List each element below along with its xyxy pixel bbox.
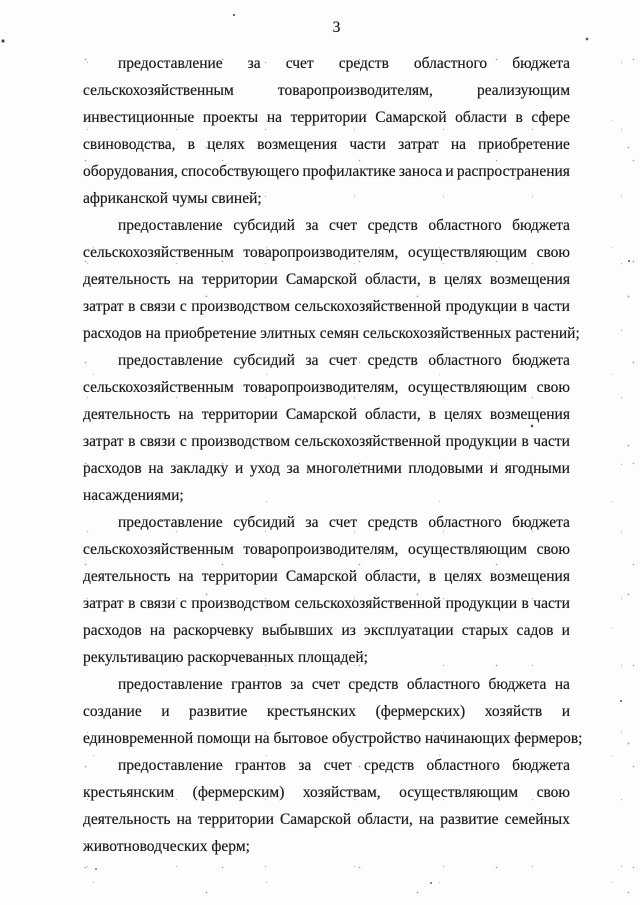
word: связи bbox=[139, 298, 176, 315]
word: связи bbox=[139, 433, 176, 450]
word: целях bbox=[444, 568, 482, 585]
text-line bbox=[83, 374, 570, 401]
paragraph-1 bbox=[83, 50, 570, 212]
word: затрат bbox=[83, 595, 124, 612]
word: плодовыми bbox=[408, 460, 484, 477]
text-line bbox=[83, 347, 570, 374]
word: производством bbox=[191, 298, 291, 315]
word: областного bbox=[413, 55, 488, 72]
word: целях bbox=[444, 271, 482, 288]
text-line bbox=[83, 455, 570, 482]
word: области, bbox=[365, 568, 421, 585]
word: средств bbox=[338, 55, 389, 72]
text-line bbox=[83, 428, 570, 455]
word: на bbox=[418, 811, 435, 828]
word: в bbox=[428, 568, 437, 585]
word: осуществляющим bbox=[399, 784, 519, 801]
word: деятельность bbox=[83, 406, 171, 423]
word: многолетними bbox=[306, 460, 402, 477]
text-line: единовременной помощи на бытовое обустройство начинающих фермеров; bbox=[83, 730, 583, 747]
text-line: животноводческих ферм; bbox=[83, 838, 250, 855]
word: крестьянских bbox=[266, 703, 357, 720]
word: в bbox=[521, 433, 529, 450]
word: средств bbox=[367, 352, 418, 369]
paragraph-3 bbox=[83, 347, 570, 509]
word: производством bbox=[191, 433, 291, 450]
word: Самарской bbox=[285, 568, 358, 585]
word: в bbox=[515, 109, 523, 126]
word: на bbox=[554, 676, 570, 693]
word: свою bbox=[536, 244, 570, 261]
word: территории bbox=[201, 271, 278, 288]
word: на bbox=[178, 568, 194, 585]
word: за bbox=[305, 352, 319, 369]
word: и bbox=[489, 460, 499, 477]
word: бюджета bbox=[512, 55, 570, 72]
text-line: африканской чумы свиней; bbox=[83, 190, 262, 207]
word: средств bbox=[367, 217, 418, 234]
word: сельскохозяйственной bbox=[294, 595, 442, 612]
word: области bbox=[455, 109, 507, 126]
word: возмещения bbox=[257, 136, 338, 153]
word: территории bbox=[290, 109, 367, 126]
text-line bbox=[83, 671, 570, 698]
text-line bbox=[83, 239, 570, 266]
word: территории bbox=[201, 568, 278, 585]
text-line bbox=[83, 806, 570, 833]
word: товаропроизводителям, bbox=[243, 541, 399, 558]
word: товаропроизводителям, bbox=[243, 244, 399, 261]
word: (фермерским) bbox=[192, 784, 285, 801]
word: территории bbox=[201, 406, 278, 423]
word: расходов bbox=[83, 460, 142, 477]
word: территории bbox=[197, 811, 274, 828]
word: в bbox=[521, 298, 529, 315]
word: предоставление bbox=[118, 55, 223, 72]
word: Самарской bbox=[375, 109, 447, 126]
word: на bbox=[178, 271, 194, 288]
word: на bbox=[148, 460, 164, 477]
word: сфере bbox=[531, 109, 570, 126]
word: хозяйств bbox=[484, 703, 543, 720]
word: субсидий bbox=[233, 514, 295, 531]
word: в bbox=[128, 298, 136, 315]
word: и bbox=[445, 163, 454, 180]
page-number: 3 bbox=[332, 19, 341, 36]
word: проекты bbox=[202, 109, 259, 126]
text-line: расходов на приобретение элитных семян сельскохозяйственных растений; bbox=[83, 325, 580, 342]
word: счет bbox=[311, 676, 340, 693]
word: закладку bbox=[170, 460, 229, 477]
text-line bbox=[83, 779, 570, 806]
word: Самарской bbox=[285, 271, 358, 288]
word: областного bbox=[428, 217, 502, 234]
word: и bbox=[561, 703, 570, 720]
word: за bbox=[286, 460, 300, 477]
word: сельскохозяйственным bbox=[83, 541, 234, 558]
word: предоставление bbox=[118, 514, 223, 531]
word: деятельность bbox=[83, 811, 171, 828]
word: на bbox=[178, 406, 194, 423]
text-line bbox=[83, 617, 570, 644]
word: товаропроизводителям, bbox=[243, 379, 399, 396]
word: садов bbox=[516, 622, 554, 639]
word: сельскохозяйственным bbox=[83, 82, 234, 99]
word: предоставление bbox=[118, 757, 223, 774]
text-line: насаждениями; bbox=[83, 487, 184, 504]
word: уход bbox=[249, 460, 280, 477]
word: субсидий bbox=[233, 217, 295, 234]
word: возмещения bbox=[489, 406, 570, 423]
word: (фермерских) bbox=[375, 703, 466, 720]
text-line bbox=[83, 158, 570, 185]
word: старых bbox=[461, 622, 509, 639]
word: счет bbox=[323, 757, 352, 774]
word: в bbox=[128, 595, 136, 612]
word: хозяйствам, bbox=[302, 784, 381, 801]
word: субсидий bbox=[233, 352, 295, 369]
word: в bbox=[428, 406, 437, 423]
word: Самарской bbox=[285, 406, 358, 423]
word: свиноводства, bbox=[83, 136, 176, 153]
text-line bbox=[83, 77, 570, 104]
word: предоставление bbox=[118, 217, 223, 234]
word: за bbox=[305, 217, 319, 234]
word: осуществляющим bbox=[407, 244, 527, 261]
text-line bbox=[83, 131, 570, 158]
text-line bbox=[83, 536, 570, 563]
text-line bbox=[83, 293, 570, 320]
word: в bbox=[428, 271, 437, 288]
word: средств bbox=[364, 757, 415, 774]
word: за bbox=[247, 55, 261, 72]
word: за bbox=[290, 676, 304, 693]
word: сельскохозяйственной bbox=[294, 298, 442, 315]
word: части bbox=[533, 298, 570, 315]
word: осуществляющим bbox=[407, 379, 527, 396]
word: в bbox=[187, 136, 195, 153]
word: продукции bbox=[445, 433, 517, 450]
word: семейных bbox=[504, 811, 570, 828]
word: средств bbox=[367, 514, 418, 531]
word: бюджета bbox=[512, 757, 570, 774]
word: развитие bbox=[440, 811, 499, 828]
word: выбывших bbox=[261, 622, 334, 639]
word: свою bbox=[536, 541, 570, 558]
word: грантов bbox=[231, 676, 282, 693]
word: создание bbox=[83, 703, 142, 720]
text-line bbox=[83, 563, 570, 590]
word: части bbox=[533, 595, 570, 612]
word: ягодными bbox=[504, 460, 570, 477]
word: с bbox=[179, 433, 187, 450]
word: сельскохозяйственным bbox=[83, 244, 234, 261]
word: бюджета bbox=[488, 676, 547, 693]
word: крестьянским bbox=[83, 784, 175, 801]
text-line bbox=[83, 752, 570, 779]
word: и bbox=[161, 703, 170, 720]
word: осуществляющим bbox=[407, 541, 527, 558]
text-line bbox=[83, 104, 570, 131]
word: области, bbox=[365, 406, 421, 423]
word: счет bbox=[285, 55, 314, 72]
word: раскорчевку bbox=[173, 622, 254, 639]
word: в bbox=[128, 433, 136, 450]
word: товаропроизводителям, bbox=[277, 82, 433, 99]
word: сельскохозяйственной bbox=[294, 433, 442, 450]
word: профилактике bbox=[302, 163, 396, 180]
paragraph-5 bbox=[83, 671, 583, 752]
word: области, bbox=[365, 271, 421, 288]
word: инвестиционные bbox=[83, 109, 195, 126]
word: реализующим bbox=[476, 82, 570, 99]
word: Самарской bbox=[279, 811, 352, 828]
word: областного bbox=[406, 676, 481, 693]
word: и bbox=[234, 460, 244, 477]
word: счет bbox=[329, 514, 358, 531]
scan-noise bbox=[0, 0, 2, 2]
word: предоставление bbox=[118, 676, 223, 693]
word: заноса bbox=[398, 163, 443, 180]
text-line bbox=[83, 509, 570, 536]
word: на bbox=[266, 109, 282, 126]
word: развитие bbox=[189, 703, 248, 720]
word: областного bbox=[428, 514, 502, 531]
word: связи bbox=[139, 595, 176, 612]
word: части bbox=[533, 433, 570, 450]
word: затрат bbox=[83, 433, 124, 450]
word: на bbox=[450, 136, 467, 153]
text-line bbox=[83, 590, 570, 617]
word: областного bbox=[426, 757, 500, 774]
word: приобретение bbox=[478, 136, 570, 153]
word: сельскохозяйственным bbox=[83, 379, 234, 396]
word: грантов bbox=[235, 757, 286, 774]
word: за bbox=[305, 514, 319, 531]
word: расходов bbox=[83, 622, 142, 639]
word: свою bbox=[536, 784, 570, 801]
word: из bbox=[341, 622, 356, 639]
word: за bbox=[298, 757, 312, 774]
word: деятельность bbox=[83, 271, 171, 288]
text-line bbox=[83, 266, 570, 293]
word: бюджета bbox=[512, 217, 570, 234]
paragraph-4 bbox=[83, 509, 570, 671]
word: бюджета bbox=[512, 514, 570, 531]
word: счет bbox=[329, 217, 358, 234]
word: способствующего bbox=[181, 163, 300, 180]
word: свою bbox=[536, 379, 570, 396]
word: области, bbox=[357, 811, 413, 828]
word: продукции bbox=[445, 298, 517, 315]
text-line bbox=[83, 401, 570, 428]
word: средств bbox=[348, 676, 399, 693]
word: в bbox=[521, 595, 529, 612]
word: целях bbox=[207, 136, 245, 153]
word: затрат bbox=[398, 136, 439, 153]
word: распространения bbox=[456, 163, 570, 180]
paragraph-6 bbox=[83, 752, 570, 860]
word: с bbox=[179, 298, 187, 315]
word: продукции bbox=[445, 595, 517, 612]
word: областного bbox=[428, 352, 502, 369]
word: целях bbox=[444, 406, 482, 423]
word: эксплуатации bbox=[364, 622, 454, 639]
word: с bbox=[179, 595, 187, 612]
word: и bbox=[561, 622, 570, 639]
word: производством bbox=[191, 595, 291, 612]
text-line bbox=[83, 698, 570, 725]
word: предоставление bbox=[118, 352, 223, 369]
word: бюджета bbox=[512, 352, 570, 369]
word: на bbox=[176, 811, 192, 828]
word: деятельность bbox=[83, 568, 171, 585]
word: возмещения bbox=[489, 568, 570, 585]
text-line bbox=[83, 50, 570, 77]
paragraph-2 bbox=[83, 212, 580, 347]
text-line bbox=[83, 212, 570, 239]
word: на bbox=[149, 622, 166, 639]
document-body bbox=[83, 50, 583, 860]
word: оборудования, bbox=[83, 163, 178, 180]
word: части bbox=[349, 136, 386, 153]
word: возмещения bbox=[489, 271, 570, 288]
text-line: рекультивацию раскорчеванных площадей; bbox=[83, 649, 368, 666]
word: затрат bbox=[83, 298, 124, 315]
word: счет bbox=[329, 352, 358, 369]
